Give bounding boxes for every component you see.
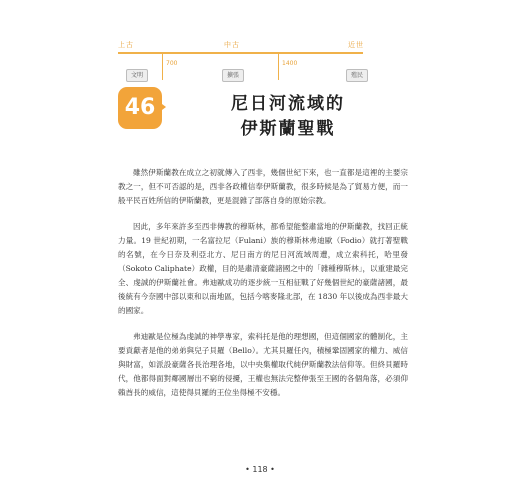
era-label-early-modern: 近世 (348, 41, 364, 49)
year-label-1400: 1400 (282, 60, 298, 67)
badge-civilization: 文明 (126, 69, 148, 82)
era-label-ancient: 上古 (118, 41, 134, 49)
paragraph: 因此，多年來許多至西非傳教的穆斯林，都希望能整肅當地的伊斯蘭教，找回正統力量。19 世紀初期，一名富拉尼（Fulani）族的穆斯林弗迪歐（Fodio）就打著聖戰的名號，在今日奈及利亞北方、尼日南方的尼日河流域周遭，成立索科托，哈里發（Sokoto Caliphate）政權，目的是肅清豪薩諸國之中的「雜種穆斯林」，以重建最完全、虔誠的伊斯蘭社會。弗迪歐成功的逐步統一互相征戰了好幾個世紀的豪薩諸國，最後統有今奈國中部以東和以南地區，包括今喀麥隆北部，在 1830 年以後成為西非最大的國家。 (118, 222, 409, 315)
page-number: • 118 • (245, 465, 275, 474)
chapter-title-line2: 伊斯蘭聖戰 (240, 119, 336, 139)
timeline-line (118, 52, 363, 54)
timeline-tick (278, 52, 279, 80)
year-label-700: 700 (166, 60, 178, 67)
paragraph: 弗迪歐是位極為虔誠的神學專家，索科托是他的理想國，但這個國家的體制化，主要貢獻者是他的弟弟與兒子貝羅（Bello）。尤其貝羅任內，積極鞏固國家的權力、威信與財富，如派設豪薩各長治理各地，以中央集權取代純伊斯蘭教法信仰等。但終貝羅時代，他都得面對鄰國層出不窮的侵擾，王權也無法完整伸張至王國的各個角落，必須仰賴酋長的威信，這使得貝羅的王位坐得極不安穩。 (118, 332, 408, 397)
article-body (118, 166, 408, 412)
chapter-heading (118, 87, 398, 142)
chapter-title-line1: 尼日河流域的 (231, 94, 345, 114)
paragraph: 雖然伊斯蘭教在成立之初就傳入了西非，幾個世紀下來，也一直都是這裡的主要宗教之一，但不可否認的是，西非各政權信奉伊斯蘭教，很多時候是為了貿易方便，而一般平民百姓所信的伊斯蘭教，更是混雜了部落自身的原始宗教。 (118, 168, 408, 205)
era-label-medieval: 中古 (224, 41, 240, 49)
chapter-number: 46 (118, 87, 162, 129)
timeline-tick (162, 52, 163, 80)
chapter-number-pointer (158, 101, 166, 113)
era-timeline (0, 0, 520, 90)
badge-colonization: 殖民 (346, 69, 368, 82)
badge-expansion: 擴張 (222, 69, 244, 82)
